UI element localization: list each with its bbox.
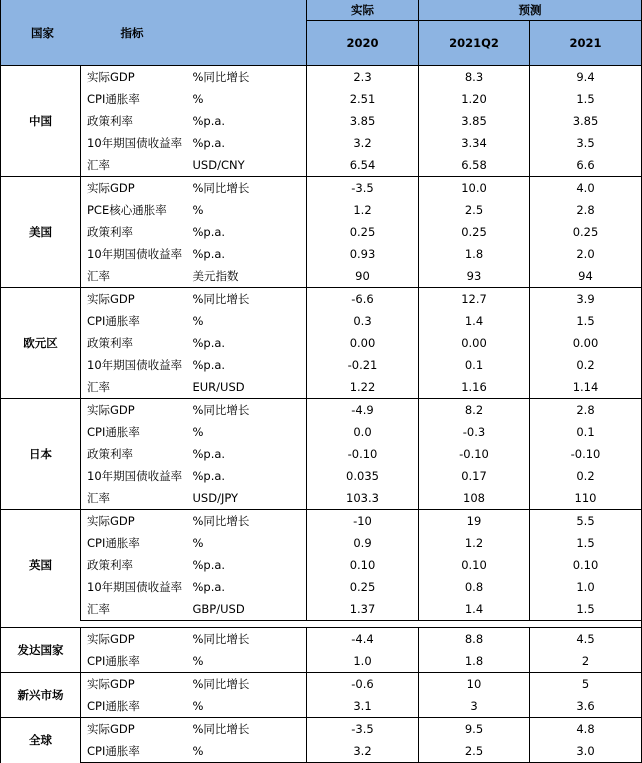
indicator-unit: 美元指数: [191, 265, 307, 288]
indicator-name: CPI通胀率: [87, 314, 140, 328]
indicator-name: CPI通胀率: [87, 536, 140, 550]
value-2021q2: 1.2: [419, 532, 530, 554]
indicator-name: 10年期国债收益率: [87, 580, 183, 594]
indicator-name: 实际GDP: [81, 628, 191, 651]
indicator-name: 政策利率: [87, 336, 133, 350]
value-2021: 3.9: [530, 288, 642, 311]
indicator-unit: %p.a.: [192, 225, 226, 239]
country-group: [1, 510, 642, 621]
table-row: [1, 288, 642, 311]
value-2021: 0.2: [530, 354, 642, 376]
value-2020: 0.25: [307, 221, 419, 243]
table-row: [1, 650, 642, 673]
value-2021: 3.6: [530, 695, 642, 718]
header-country: 国家: [1, 0, 81, 66]
indicator-unit: %同比增长: [191, 288, 307, 311]
country-group: [1, 673, 642, 718]
value-2021q2: 0.25: [419, 221, 530, 243]
table-row: [1, 221, 642, 243]
table-row: [1, 465, 642, 487]
value-2021: 0.25: [530, 221, 642, 243]
table-row: [1, 673, 642, 696]
table-row: [1, 310, 642, 332]
table-row: [1, 154, 642, 177]
value-2021: 0.00: [530, 332, 642, 354]
value-2021q2: 6.58: [419, 154, 530, 177]
value-2020: 1.0: [307, 650, 419, 673]
value-2021q2: 10: [419, 673, 530, 696]
indicator-name: CPI通胀率: [87, 425, 140, 439]
value-2020: 0.0: [307, 421, 419, 443]
value-2021q2: 1.20: [419, 88, 530, 110]
indicator-unit: %p.a.: [192, 469, 226, 483]
value-2021: 4.0: [530, 177, 642, 200]
value-2021q2: 0.1: [419, 354, 530, 376]
indicator-name: 10年期国债收益率: [87, 136, 183, 150]
value-2021: 2: [530, 650, 642, 673]
indicator-unit: %p.a.: [192, 358, 226, 372]
indicator-name: CPI通胀率: [81, 695, 191, 718]
value-2021: 9.4: [530, 66, 642, 89]
value-2020: 3.85: [307, 110, 419, 132]
table-row: [1, 510, 642, 533]
table-row: [1, 598, 642, 621]
table-row: [1, 354, 642, 376]
value-2020: 0.00: [307, 332, 419, 354]
value-2021q2: 1.8: [419, 243, 530, 265]
indicator-name: 实际GDP: [81, 718, 191, 741]
section-spacer: [1, 621, 642, 628]
value-2021: 4.8: [530, 718, 642, 741]
indicator-unit: EUR/USD: [191, 376, 307, 399]
value-2020: 0.93: [307, 243, 419, 265]
indicator-unit: %同比增长: [191, 399, 307, 422]
table-row: [1, 199, 642, 221]
indicator-unit: %: [191, 740, 307, 763]
value-2021: 1.14: [530, 376, 642, 399]
value-2021q2: 12.7: [419, 288, 530, 311]
indicator-unit: %: [192, 314, 204, 328]
value-2021: 1.5: [530, 598, 642, 621]
table-row: [1, 243, 642, 265]
indicator-name: 实际GDP: [81, 673, 191, 696]
value-2020: -10: [307, 510, 419, 533]
value-2020: -6.6: [307, 288, 419, 311]
value-2021q2: 19: [419, 510, 530, 533]
country-name: 发达国家: [1, 628, 81, 673]
table-row: [1, 421, 642, 443]
indicator-unit: %同比增长: [191, 673, 307, 696]
country-name: 全球: [1, 718, 81, 763]
value-2020: -3.5: [307, 718, 419, 741]
value-2020: 0.25: [307, 576, 419, 598]
value-2020: 103.3: [307, 487, 419, 510]
value-2021: 2.8: [530, 199, 642, 221]
indicator-name: 政策利率: [87, 114, 133, 128]
value-2021: 5.5: [530, 510, 642, 533]
indicator-unit: %p.a.: [192, 558, 226, 572]
value-2021q2: 2.5: [419, 740, 530, 763]
country-group: [1, 288, 642, 399]
indicator-name: 政策利率: [87, 225, 133, 239]
value-2021q2: 8.2: [419, 399, 530, 422]
value-2021q2: 3.34: [419, 132, 530, 154]
table-row: [1, 132, 642, 154]
indicator-unit: %: [191, 695, 307, 718]
value-2020: 3.2: [307, 740, 419, 763]
value-2021: 6.6: [530, 154, 642, 177]
header-indicator: 指标: [81, 0, 307, 66]
value-2021q2: 1.16: [419, 376, 530, 399]
value-2021q2: 108: [419, 487, 530, 510]
value-2021: 0.1: [530, 421, 642, 443]
indicator-unit: %同比增长: [191, 628, 307, 651]
value-2021: 110: [530, 487, 642, 510]
indicator-name: 实际GDP: [81, 510, 191, 533]
indicator-unit: GBP/USD: [191, 598, 307, 621]
header-forecast: 预测: [419, 0, 642, 21]
indicator-unit: %p.a.: [192, 247, 226, 261]
table-row: [1, 376, 642, 399]
indicator-unit: %p.a.: [192, 336, 226, 350]
table-row: [1, 487, 642, 510]
value-2021q2: -0.3: [419, 421, 530, 443]
table-row: [1, 718, 642, 741]
indicator-name: 汇率: [81, 376, 191, 399]
value-2021: 4.5: [530, 628, 642, 651]
indicator-name: 10年期国债收益率: [87, 247, 183, 261]
value-2021: 3.5: [530, 132, 642, 154]
value-2020: 1.2: [307, 199, 419, 221]
value-2021q2: 9.5: [419, 718, 530, 741]
country-name: 英国: [1, 510, 81, 621]
value-2020: 0.3: [307, 310, 419, 332]
spacer-cell: [1, 621, 642, 628]
country-group: [1, 628, 642, 673]
value-2021: 0.2: [530, 465, 642, 487]
value-2021q2: -0.10: [419, 443, 530, 465]
indicator-name: 汇率: [81, 487, 191, 510]
table-row: [1, 399, 642, 422]
value-2020: 2.3: [307, 66, 419, 89]
table-row: [1, 740, 642, 763]
table-row: [1, 88, 642, 110]
indicator-name: 实际GDP: [81, 288, 191, 311]
indicator-unit: %: [192, 92, 204, 106]
value-2021: 3.0: [530, 740, 642, 763]
country-group: [1, 177, 642, 288]
value-2021: 2.0: [530, 243, 642, 265]
value-2021: 3.85: [530, 110, 642, 132]
indicator-name: 政策利率: [87, 447, 133, 461]
value-2021q2: 0.8: [419, 576, 530, 598]
header-2021: 2021: [530, 21, 642, 66]
value-2020: 0.035: [307, 465, 419, 487]
value-2021q2: 3.85: [419, 110, 530, 132]
indicator-name: CPI通胀率: [87, 92, 140, 106]
indicator-unit: USD/JPY: [191, 487, 307, 510]
value-2021q2: 10.0: [419, 177, 530, 200]
country-name: 美国: [1, 177, 81, 288]
table-row: [1, 554, 642, 576]
value-2020: -0.10: [307, 443, 419, 465]
indicator-unit: %: [192, 203, 204, 217]
indicator-unit: %: [192, 536, 204, 550]
value-2021q2: 0.10: [419, 554, 530, 576]
indicator-unit: %同比增长: [191, 718, 307, 741]
value-2021q2: 0.17: [419, 465, 530, 487]
indicator-name: CPI通胀率: [81, 650, 191, 673]
indicator-unit: %p.a.: [192, 447, 226, 461]
table-header: [1, 0, 642, 66]
indicator-name: 10年期国债收益率: [87, 469, 183, 483]
indicator-name: 政策利率: [87, 558, 133, 572]
country-name: 欧元区: [1, 288, 81, 399]
value-2021: -0.10: [530, 443, 642, 465]
value-2021: 2.8: [530, 399, 642, 422]
value-2021: 0.10: [530, 554, 642, 576]
table-row: [1, 66, 642, 89]
value-2020: 0.10: [307, 554, 419, 576]
value-2021q2: 93: [419, 265, 530, 288]
country-group: [1, 66, 642, 177]
value-2021q2: 3: [419, 695, 530, 718]
value-2020: -4.9: [307, 399, 419, 422]
table-row: [1, 695, 642, 718]
value-2020: -3.5: [307, 177, 419, 200]
table-row: [1, 332, 642, 354]
country-group: [1, 399, 642, 510]
indicator-unit: %同比增长: [191, 66, 307, 89]
value-2021: 1.0: [530, 576, 642, 598]
value-2020: 1.22: [307, 376, 419, 399]
value-2021: 1.5: [530, 88, 642, 110]
indicator-name: PCE核心通胀率: [87, 203, 167, 217]
table-row: [1, 177, 642, 200]
header-2020: 2020: [307, 21, 419, 66]
indicator-name: 汇率: [81, 154, 191, 177]
indicator-unit: %同比增长: [191, 510, 307, 533]
value-2020: 1.37: [307, 598, 419, 621]
value-2021q2: 0.00: [419, 332, 530, 354]
indicator-unit: USD/CNY: [191, 154, 307, 177]
table-row: [1, 576, 642, 598]
value-2020: -4.4: [307, 628, 419, 651]
value-2020: -0.6: [307, 673, 419, 696]
value-2021q2: 1.4: [419, 598, 530, 621]
indicator-name: 汇率: [81, 598, 191, 621]
table-row: [1, 110, 642, 132]
value-2021: 1.5: [530, 310, 642, 332]
value-2021: 1.5: [530, 532, 642, 554]
header-2021q2: 2021Q2: [419, 21, 530, 66]
indicator-unit: %p.a.: [192, 580, 226, 594]
value-2021q2: 8.8: [419, 628, 530, 651]
country-name: 日本: [1, 399, 81, 510]
table-row: [1, 443, 642, 465]
value-2021q2: 1.4: [419, 310, 530, 332]
indicator-unit: %: [192, 425, 204, 439]
header-actual: 实际: [307, 0, 419, 21]
value-2021: 94: [530, 265, 642, 288]
indicator-unit: %p.a.: [192, 114, 226, 128]
value-2020: 2.51: [307, 88, 419, 110]
value-2020: 3.2: [307, 132, 419, 154]
indicator-name: 10年期国债收益率: [87, 358, 183, 372]
country-group: [1, 718, 642, 763]
value-2021q2: 1.8: [419, 650, 530, 673]
value-2020: 3.1: [307, 695, 419, 718]
indicator-name: 实际GDP: [81, 399, 191, 422]
indicator-name: 实际GDP: [81, 177, 191, 200]
indicator-name: 汇率: [81, 265, 191, 288]
table-row: [1, 532, 642, 554]
value-2020: 90: [307, 265, 419, 288]
country-name: 中国: [1, 66, 81, 177]
value-2020: 0.9: [307, 532, 419, 554]
table-row: [1, 628, 642, 651]
indicator-unit: %: [191, 650, 307, 673]
value-2021q2: 2.5: [419, 199, 530, 221]
country-name: 新兴市场: [1, 673, 81, 718]
table-row: [1, 265, 642, 288]
indicator-name: CPI通胀率: [81, 740, 191, 763]
value-2021q2: 8.3: [419, 66, 530, 89]
value-2020: 6.54: [307, 154, 419, 177]
value-2020: -0.21: [307, 354, 419, 376]
indicator-name: 实际GDP: [81, 66, 191, 89]
indicator-unit: %p.a.: [192, 136, 226, 150]
value-2021: 5: [530, 673, 642, 696]
indicator-unit: %同比增长: [191, 177, 307, 200]
